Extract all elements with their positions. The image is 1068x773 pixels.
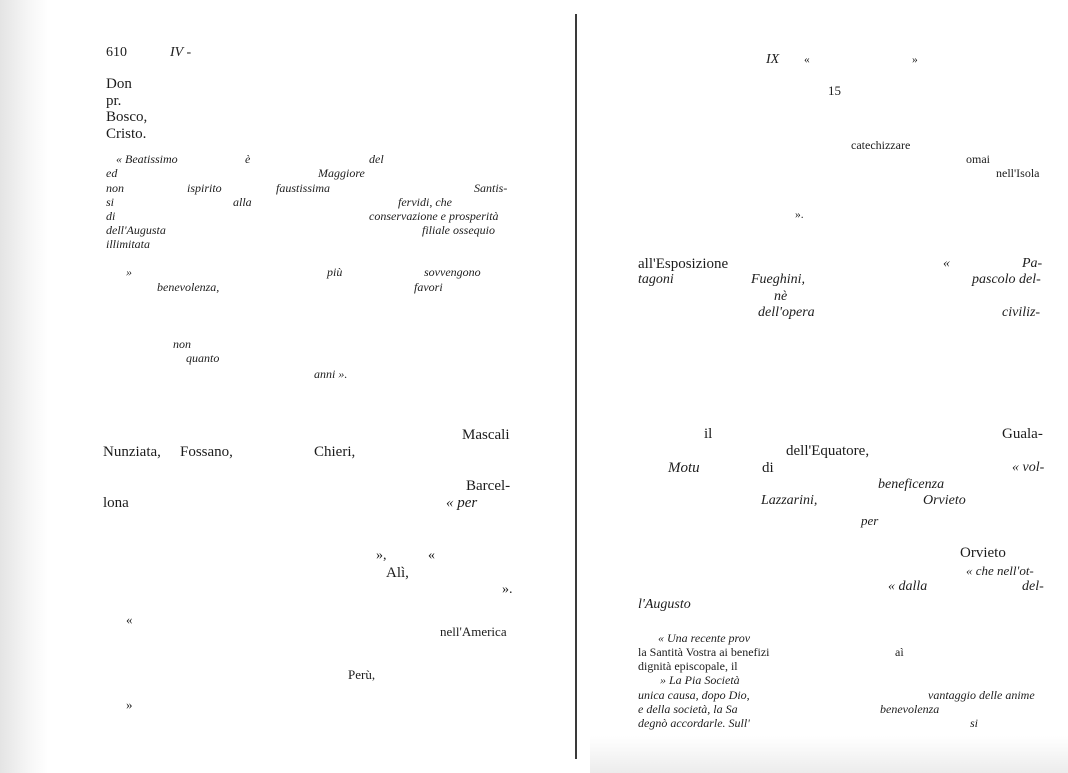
reply-fragment: più — [327, 265, 343, 279]
small-print-line: degnò accordarle. Sull' — [638, 716, 750, 730]
quote-fragment: « per — [446, 495, 478, 511]
intro-line: Don — [106, 76, 132, 92]
page-number: 610 — [106, 45, 127, 60]
place-name: Barcel- — [466, 478, 511, 494]
orvieto-text: « dalla — [888, 579, 928, 594]
small-print-line: si — [970, 716, 979, 730]
ecuador-text: di — [762, 460, 774, 476]
letter-fragment: dell'Augusta — [106, 223, 166, 237]
reply-fragment: » — [126, 265, 132, 279]
exposition-text: tagoni — [638, 272, 674, 287]
catechize-fragment: catechizzare — [851, 138, 911, 152]
place-name: Nunziata, — [103, 444, 161, 460]
letter-fragment: alla — [233, 195, 252, 209]
letter-fragment: illimitata — [106, 237, 151, 251]
letter-fragment: del — [369, 152, 384, 166]
exposition-text: « — [943, 256, 950, 271]
small-print-line: vantaggio delle anime — [928, 688, 1035, 702]
small-print-line: e della società, la Sa — [638, 702, 738, 716]
ecuador-text: Orvieto — [923, 493, 966, 508]
small-print-line: aì — [895, 645, 904, 659]
reply-fragment: benevolenza, — [157, 280, 220, 294]
place-name: nell'America — [440, 624, 507, 639]
letter-fragment: fervidi, che — [398, 195, 452, 209]
catechize-fragment: nell'Isola — [996, 166, 1040, 180]
reply-fragment: favori — [414, 280, 443, 294]
header-quote-close: » — [912, 54, 918, 66]
small-print-line: dignità episcopale, il — [638, 659, 738, 673]
ecuador-text: « vol- — [1012, 460, 1045, 475]
header-quote-open: « — [804, 54, 810, 66]
quote-fragment: » — [126, 697, 133, 712]
exposition-text: civiliz- — [1002, 305, 1041, 320]
letter-fragment: Maggiore — [318, 166, 365, 180]
orvieto-text: del- — [1022, 579, 1044, 594]
ecuador-text: beneficenza — [878, 477, 945, 492]
letter-fragment: è — [245, 152, 251, 166]
chapter-header: IX — [766, 52, 780, 67]
place-name: Mascali — [462, 427, 510, 443]
small-print-line: benevolenza — [880, 702, 940, 716]
quote-fragment: « — [428, 548, 435, 563]
small-print-line: la Santità Vostra ai benefizi — [638, 645, 770, 659]
quote-fragment: ». — [502, 582, 513, 597]
catechize-fragment: omai — [966, 152, 990, 166]
ecuador-text: Lazzarini, — [761, 493, 818, 508]
quote-fragment: ». — [795, 209, 804, 221]
chapter-header: IV - — [170, 45, 192, 60]
letter-fragment: non — [106, 181, 124, 195]
letter-fragment: si — [106, 195, 115, 209]
ecuador-text: il — [704, 426, 713, 442]
intro-line: Cristo. — [106, 126, 147, 142]
closing-fragment: anni ». — [314, 367, 348, 381]
orvieto-text: Orvieto — [960, 545, 1006, 561]
exposition-text: all'Esposizione — [638, 256, 729, 272]
exposition-text: pascolo del- — [972, 272, 1041, 287]
orvieto-text: « che nell'ot- — [966, 563, 1034, 578]
ecuador-text: Guala- — [1002, 426, 1043, 442]
quote-fragment: », — [376, 548, 387, 563]
letter-fragment: « Beatissimo — [116, 152, 178, 166]
letter-fragment: di — [106, 209, 116, 223]
exposition-text: Fueghini, — [751, 272, 806, 287]
ecuador-text: per — [861, 513, 879, 528]
intro-line: Bosco, — [106, 109, 148, 125]
section-number: 15 — [828, 83, 841, 98]
place-name: lona — [103, 495, 129, 511]
small-print-line: unica causa, dopo Dio, — [638, 688, 750, 702]
ecuador-text: Motu — [668, 460, 700, 476]
letter-fragment: conservazione e prosperità — [369, 209, 499, 223]
place-name: Perù, — [348, 667, 376, 682]
orvieto-text: l'Augusto — [638, 597, 691, 612]
place-name: Alì, — [386, 565, 409, 581]
exposition-text: Pa- — [1022, 256, 1043, 271]
exposition-text: nè — [774, 289, 788, 304]
small-print-line: » La Pia Società — [660, 673, 740, 687]
letter-fragment: ispirito — [187, 181, 222, 195]
letter-fragment: faustissima — [276, 181, 331, 195]
intro-line: pr. — [106, 93, 122, 109]
small-print-line: « Una recente prov — [658, 631, 751, 645]
letter-fragment: Santis- — [474, 181, 508, 195]
letter-fragment: ed — [106, 166, 118, 180]
reply-fragment: sovvengono — [424, 265, 481, 279]
closing-fragment: quanto — [186, 351, 220, 365]
letter-fragment: filiale ossequio — [422, 223, 495, 237]
exposition-text: dell'opera — [758, 305, 815, 320]
closing-fragment: non — [173, 337, 191, 351]
place-name: Fossano, — [180, 444, 233, 460]
place-name: Chieri, — [314, 444, 356, 460]
ecuador-text: dell'Equatore, — [786, 443, 870, 459]
quote-fragment: « — [126, 612, 133, 627]
